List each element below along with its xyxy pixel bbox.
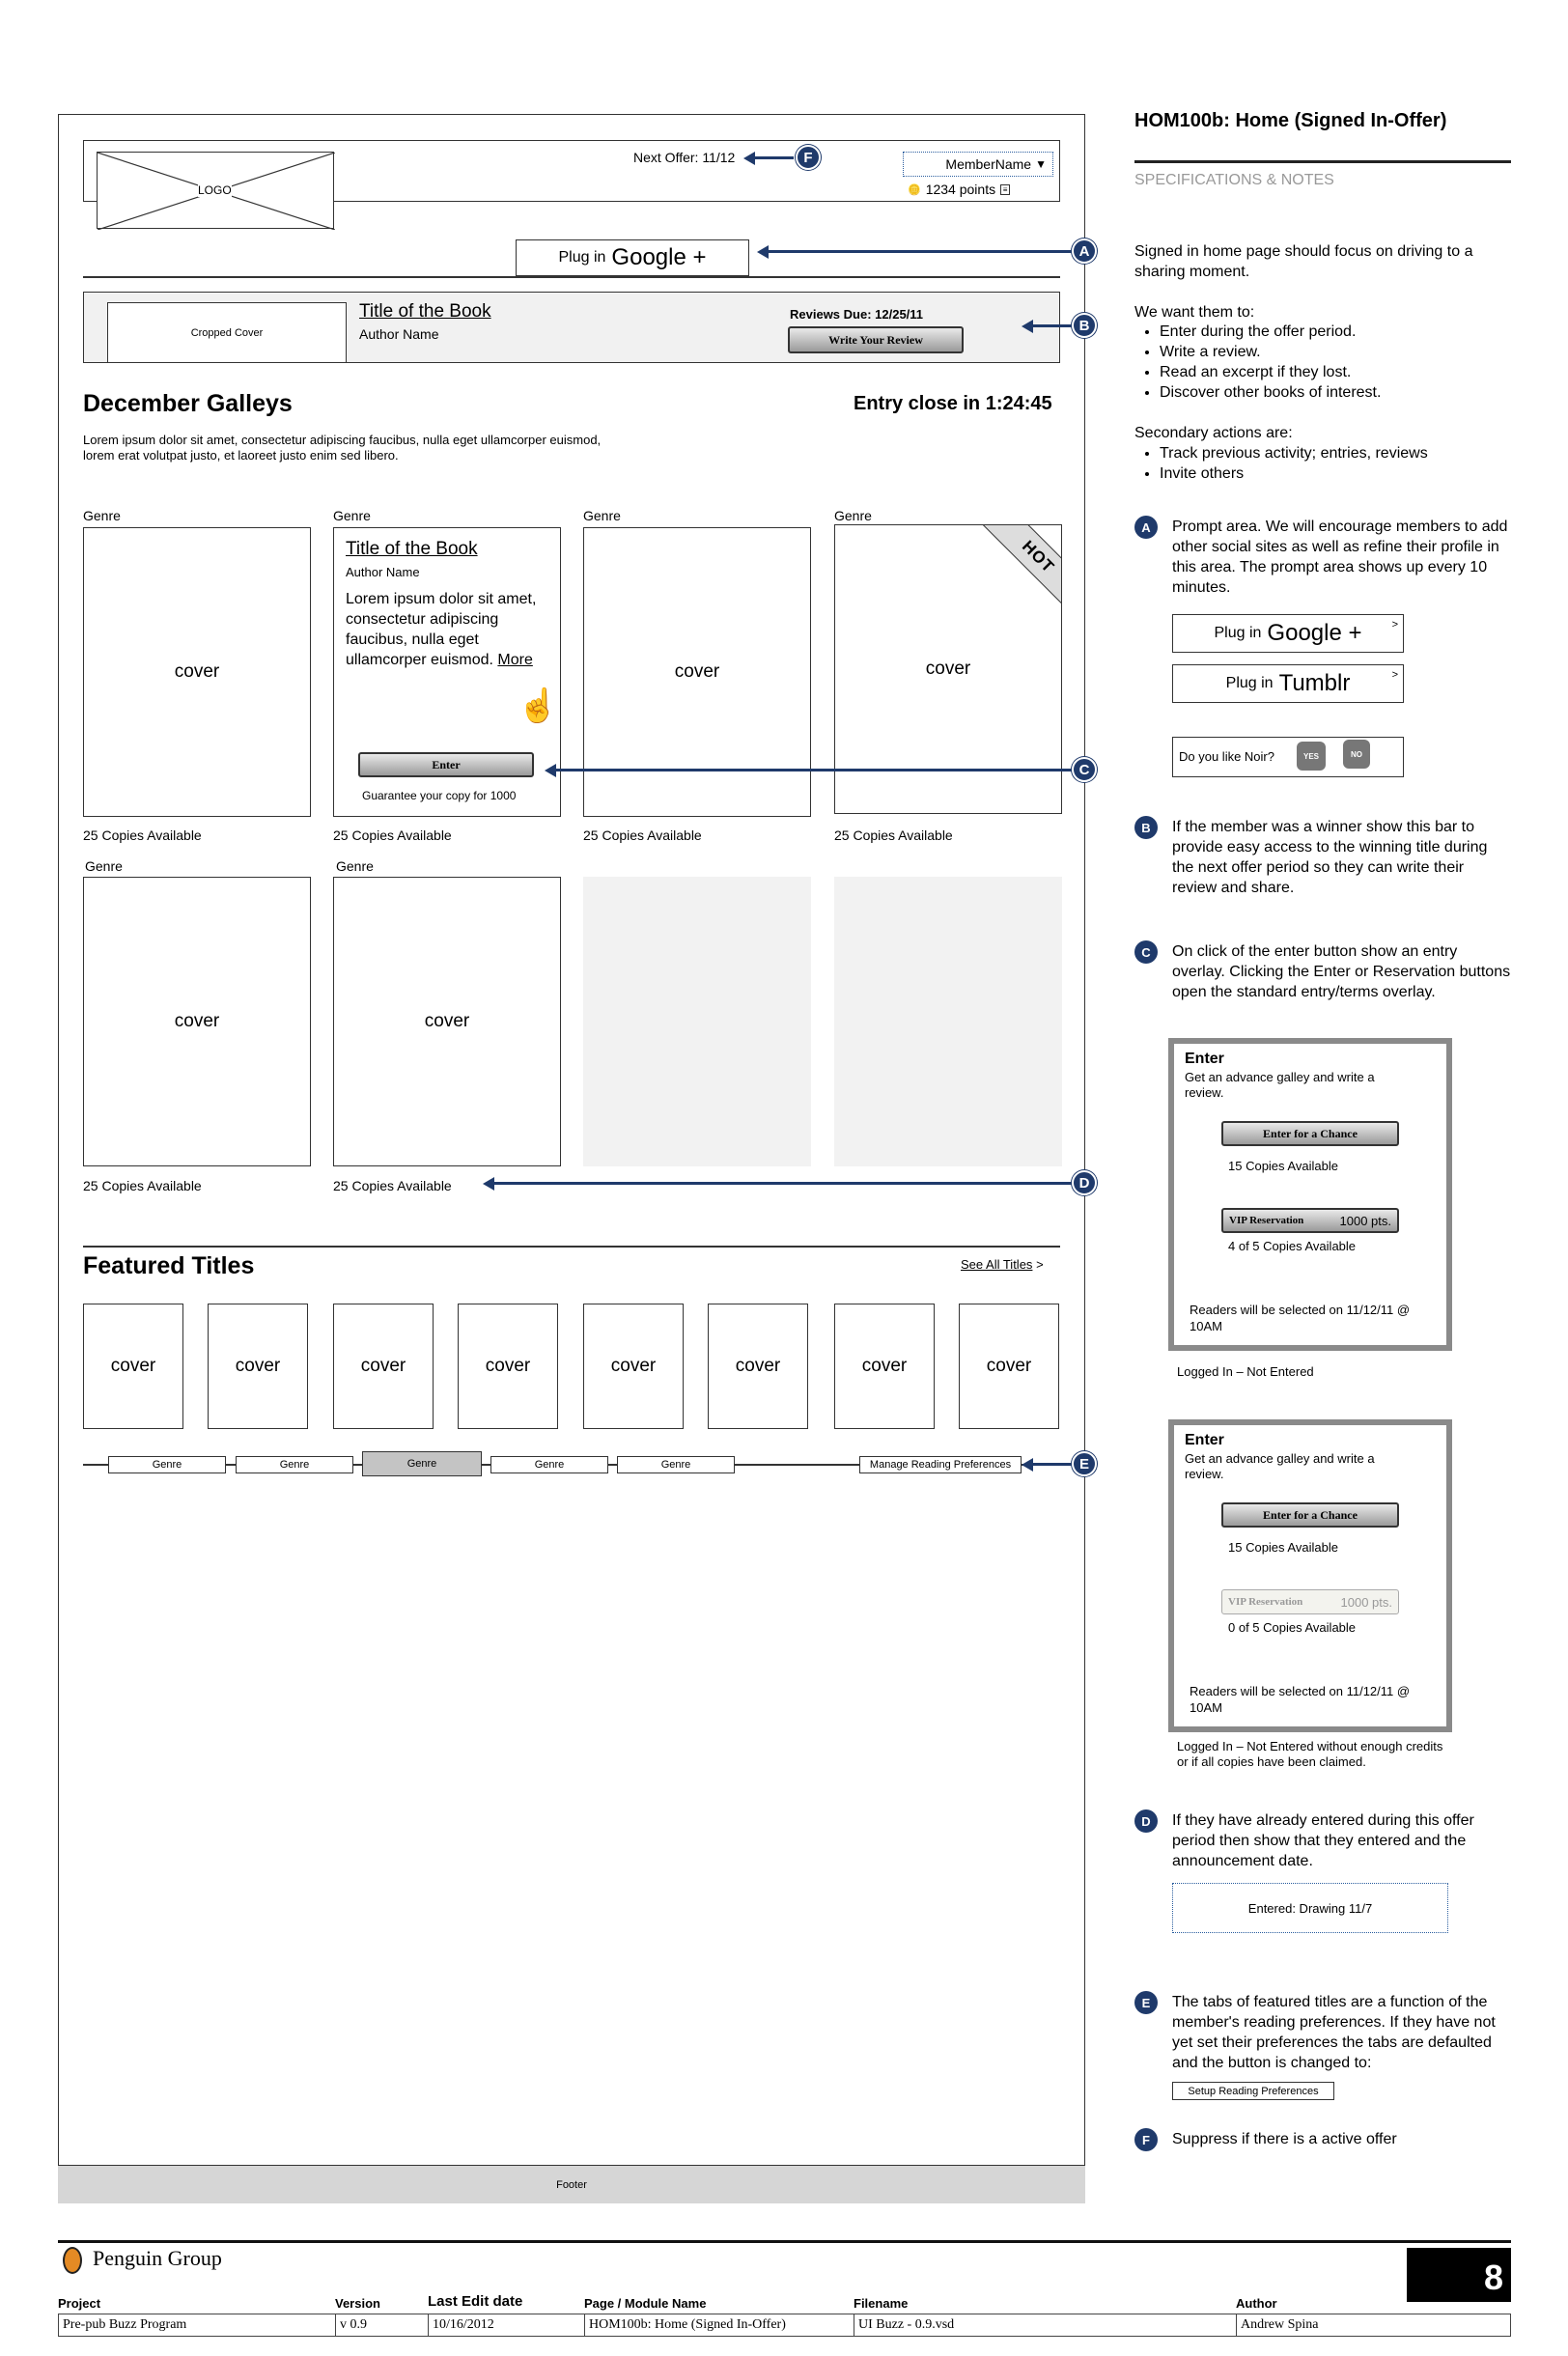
featured-cover[interactable] (333, 1304, 434, 1429)
page-number: 8 (1407, 2248, 1511, 2302)
galley-4-copies: 25 Copies Available (834, 827, 953, 843)
enter-for-a-chance-button[interactable]: Enter for a Chance (1221, 1121, 1399, 1146)
note-marker-a: A (1134, 516, 1158, 539)
plug-in-google-button[interactable] (516, 239, 749, 276)
galley-1-cover[interactable] (83, 527, 311, 817)
overlay-caption: Logged In – Not Entered (1177, 1364, 1314, 1379)
overlay-title: Enter (1185, 1432, 1224, 1448)
featured-cover[interactable] (959, 1304, 1059, 1429)
note-f-text: Suppress if there is a active offer (1172, 2131, 1397, 2147)
vip-label: VIP Reservation (1229, 1215, 1304, 1226)
featured-cover[interactable] (458, 1304, 558, 1429)
member-dropdown[interactable] (903, 152, 1053, 177)
guarantee-text: Guarantee your copy for 1000 (362, 789, 517, 802)
hot-label: HOT (1018, 537, 1058, 577)
write-review-button[interactable]: Write Your Review (788, 326, 964, 353)
setup-reading-preferences-button[interactable]: Setup Reading Preferences (1172, 2082, 1334, 2100)
no-label: NO (1351, 749, 1362, 759)
list-item: • Invite others (1160, 463, 1521, 484)
chevron-right-icon: > (1036, 1257, 1044, 1272)
arrow-d-line (492, 1182, 1072, 1185)
winner-book-title[interactable]: Title of the Book (359, 301, 491, 322)
tab-genre-5[interactable]: Genre (617, 1456, 735, 1473)
callout-marker-a: A (1072, 238, 1097, 264)
vip-reservation-button-disabled (1221, 1589, 1399, 1614)
featured-cover[interactable] (583, 1304, 684, 1429)
tab-genre-2[interactable]: Genre (236, 1456, 353, 1473)
callout-marker-d: D (1072, 1170, 1097, 1195)
spec-want-list (1134, 322, 1521, 403)
galley-3-genre: Genre (583, 508, 621, 523)
galley-1-genre: Genre (83, 508, 121, 523)
hover-card-desc-text: Lorem ipsum dolor sit amet, consectetur adipiscing faucibus, nulla eget ullamcorper euismod. (346, 591, 537, 668)
note-c-text: On click of the enter button show an entry overlay. Clicking the Enter or Reservation buttons open the standard entry/terms overlay. (1172, 943, 1511, 1000)
member-name: MemberName (945, 156, 1032, 172)
hover-card-title[interactable]: Title of the Book (346, 539, 478, 559)
hover-card-author: Author Name (346, 565, 420, 579)
cover-label: cover (174, 661, 220, 682)
callout-marker-e: E (1072, 1451, 1097, 1476)
galley-5-genre: Genre (85, 858, 123, 874)
titleblock-header-filename: Filename (854, 2296, 909, 2311)
spec-intro: Signed in home page should focus on driving to a sharing moment. (1134, 243, 1473, 280)
cover-label: cover (485, 1356, 531, 1376)
note-a-text: Prompt area. We will encourage members to add other social sites as well as refine their profile in this area. The prompt area shows up every 10 minutes. (1172, 519, 1508, 596)
galley-6-genre: Genre (336, 858, 374, 874)
penguin-logo-icon (63, 2247, 82, 2274)
arrow-f-line (753, 156, 794, 159)
overlay-readers-note: Readers will be selected on 11/12/11 @ 10AM (1190, 1684, 1411, 1715)
galley-3-copies: 25 Copies Available (583, 827, 702, 843)
chevron-right-icon: > (1391, 619, 1398, 631)
galley-6-copies: 25 Copies Available (333, 1178, 452, 1193)
cover-label: cover (424, 1011, 470, 1031)
header-divider (83, 276, 1060, 278)
note-marker-f: F (1134, 2128, 1158, 2151)
note-marker-d: D (1134, 1809, 1158, 1833)
featured-cover[interactable] (83, 1304, 183, 1429)
see-all-titles-link[interactable] (961, 1257, 1044, 1272)
galley-5-copies: 25 Copies Available (83, 1178, 202, 1193)
spec-title-rule (1134, 160, 1511, 163)
plug-in-service: Tumblr (1278, 670, 1351, 696)
galleys-intro: Lorem ipsum dolor sit amet, consectetur adipiscing faucibus, nulla eget ullamcorper euismod, lorem erat volutpat justo, et laoreet justo enim sed libero. (83, 433, 602, 463)
company-name: Penguin Group (93, 2246, 222, 2270)
footer-label: Footer (556, 2178, 587, 2191)
plug-in-service: Google + (1267, 620, 1362, 646)
titleblock-header-author: Author (1236, 2296, 1277, 2311)
vip-label: VIP Reservation (1228, 1596, 1303, 1608)
cover-label: cover (925, 659, 971, 679)
vip-points: 1000 pts. (1340, 1594, 1392, 1610)
entered-status-sample (1172, 1883, 1448, 1933)
note-d-text: If they have already entered during this offer period then show that they entered and the announcement date. (1172, 1812, 1474, 1869)
thumbs-up-icon[interactable] (1297, 742, 1326, 771)
note-marker-c: C (1134, 940, 1158, 964)
cropped-cover[interactable] (107, 302, 347, 363)
entered-status-text: Entered: Drawing 11/7 (1247, 1900, 1373, 1916)
note-e-text: The tabs of featured titles are a function of the member's reading preferences. If they have not yet set their preferences the tabs are defaulted and the button is changed to: (1172, 1994, 1496, 2071)
plug-in-label: Plug in (1225, 675, 1274, 691)
cover-label: cover (235, 1356, 281, 1376)
overlay-copies: 15 Copies Available (1228, 1159, 1338, 1173)
plug-in-service: Google + (611, 244, 707, 270)
galley-6-cover[interactable] (333, 877, 561, 1166)
galley-4-genre: Genre (834, 508, 872, 523)
plug-in-google-sample[interactable] (1172, 614, 1404, 653)
reviews-due-text: Reviews Due: 12/25/11 (790, 307, 924, 322)
spec-secondary-heading: Secondary actions are: (1134, 425, 1293, 441)
list-item: • Enter during the offer period. (1160, 322, 1521, 342)
galleys-heading: December Galleys (83, 390, 293, 417)
galley-3-cover[interactable] (583, 527, 811, 817)
yes-label: YES (1302, 751, 1319, 761)
cover-label: cover (174, 1011, 220, 1031)
vip-reservation-button[interactable] (1221, 1208, 1399, 1233)
tab-genre-4[interactable]: Genre (490, 1456, 608, 1473)
galley-1-copies: 25 Copies Available (83, 827, 202, 843)
featured-cover[interactable] (834, 1304, 935, 1429)
spec-subtitle: SPECIFICATIONS & NOTES (1134, 172, 1334, 188)
titleblock-author-value: Andrew Spina (1241, 2317, 1319, 2332)
enter-for-a-chance-button[interactable]: Enter for a Chance (1221, 1502, 1399, 1528)
logo-text: LOGO (198, 183, 232, 197)
featured-cover[interactable] (208, 1304, 308, 1429)
caret-down-icon: ▼ (1035, 157, 1047, 171)
overlay-readers-note: Readers will be selected on 11/12/11 @ 10AM (1190, 1303, 1411, 1333)
featured-cover[interactable] (708, 1304, 808, 1429)
cover-label: cover (986, 1356, 1032, 1376)
callout-marker-f: F (796, 145, 821, 170)
hover-card-more-link[interactable]: More (497, 652, 533, 668)
overlay-caption: Logged In – Not Entered without enough credits or if all copies have been claimed. (1177, 1739, 1443, 1769)
titleblock-row (58, 2314, 1511, 2337)
spec-title: HOM100b: Home (Signed In-Offer) (1134, 110, 1447, 131)
vip-copies: 0 of 5 Copies Available (1228, 1620, 1357, 1635)
info-icon: ≡ (1000, 184, 1010, 195)
featured-heading: Featured Titles (83, 1252, 255, 1279)
titleblock-header-page: Page / Module Name (584, 2296, 707, 2311)
enter-button[interactable]: Enter (358, 752, 534, 777)
list-item: • Track previous activity; entries, reviews (1160, 443, 1521, 463)
arrow-a-line (767, 250, 1072, 253)
noir-poll (1172, 737, 1404, 777)
list-item: • Read an excerpt if they lost. (1160, 362, 1521, 382)
titleblock-date-value: 10/16/2012 (429, 2314, 585, 2336)
next-offer-text: Next Offer: 11/12 (633, 150, 736, 165)
plug-in-tumblr-sample[interactable] (1172, 664, 1404, 703)
arrow-c-line (554, 769, 1072, 771)
hover-card-description (346, 589, 554, 670)
titleblock-top-rule (58, 2240, 1511, 2243)
titleblock-version-value: v 0.9 (336, 2314, 429, 2336)
cover-label: cover (735, 1356, 781, 1376)
points-text: 1234 points (925, 182, 996, 197)
titleblock-header-project: Project (58, 2296, 101, 2311)
entry-close-timer: Entry close in 1:24:45 (854, 393, 1052, 414)
cover-label: cover (360, 1356, 406, 1376)
galley-2-genre: Genre (333, 508, 371, 523)
see-all-text: See All Titles (961, 1257, 1033, 1272)
cropped-cover-label: Cropped Cover (190, 326, 264, 339)
overlay-copies: 15 Copies Available (1228, 1540, 1338, 1555)
overlay-title: Enter (1185, 1051, 1224, 1067)
noir-question: Do you like Noir? (1179, 749, 1274, 764)
points-display (908, 182, 1010, 197)
cover-label: cover (861, 1356, 908, 1376)
overlay-subtitle: Get an advance galley and write a review. (1185, 1070, 1375, 1100)
hand-cursor-icon: ☝ (518, 687, 559, 724)
titleblock-project-value: Pre-pub Buzz Program (59, 2314, 336, 2336)
note-marker-e: E (1134, 1991, 1158, 2014)
spec-secondary-list (1134, 443, 1521, 484)
callout-marker-b: B (1072, 313, 1097, 338)
winner-author: Author Name (359, 326, 439, 342)
galley-5-cover[interactable] (83, 877, 311, 1166)
logo[interactable] (97, 152, 334, 229)
list-item: • Write a review. (1160, 342, 1521, 362)
cover-label: cover (110, 1356, 156, 1376)
vip-copies: 4 of 5 Copies Available (1228, 1239, 1357, 1253)
cover-label: cover (610, 1356, 657, 1376)
note-marker-b: B (1134, 816, 1158, 839)
site-footer (58, 2165, 1085, 2203)
chevron-right-icon: > (1391, 669, 1398, 681)
titleblock-header-date: Last Edit date (428, 2293, 523, 2310)
callout-marker-c: C (1072, 757, 1097, 782)
hot-ribbon (965, 524, 1062, 631)
coins-icon: 🪙 (908, 183, 921, 196)
cover-label: cover (674, 661, 720, 682)
tab-genre-3-active[interactable]: Genre (362, 1451, 482, 1476)
spec-want-heading: We want them to: (1134, 304, 1255, 321)
featured-divider (83, 1246, 1060, 1248)
titleblock-page-value: HOM100b: Home (Signed In-Offer) (585, 2314, 854, 2336)
plug-in-label: Plug in (1214, 625, 1262, 641)
galley-empty-slot (834, 877, 1062, 1166)
overlay-subtitle: Get an advance galley and write a review. (1185, 1451, 1375, 1481)
galley-2-copies: 25 Copies Available (333, 827, 452, 843)
thumbs-down-icon[interactable] (1343, 740, 1370, 769)
vip-points: 1000 pts. (1339, 1213, 1391, 1228)
note-b-text: If the member was a winner show this bar to provide easy access to the winning title during the next offer period so they can write their review and share. (1172, 819, 1488, 896)
galley-empty-slot (583, 877, 811, 1166)
manage-reading-preferences-button[interactable]: Manage Reading Preferences (859, 1456, 1022, 1473)
tab-genre-1[interactable]: Genre (108, 1456, 226, 1473)
titleblock-filename-value: UI Buzz - 0.9.vsd (854, 2314, 1237, 2336)
list-item: • Discover other books of interest. (1160, 382, 1521, 403)
arrow-b-line (1031, 324, 1072, 327)
arrow-e-line (1031, 1463, 1072, 1466)
titleblock-header-version: Version (335, 2296, 380, 2311)
plug-in-label: Plug in (558, 249, 606, 266)
